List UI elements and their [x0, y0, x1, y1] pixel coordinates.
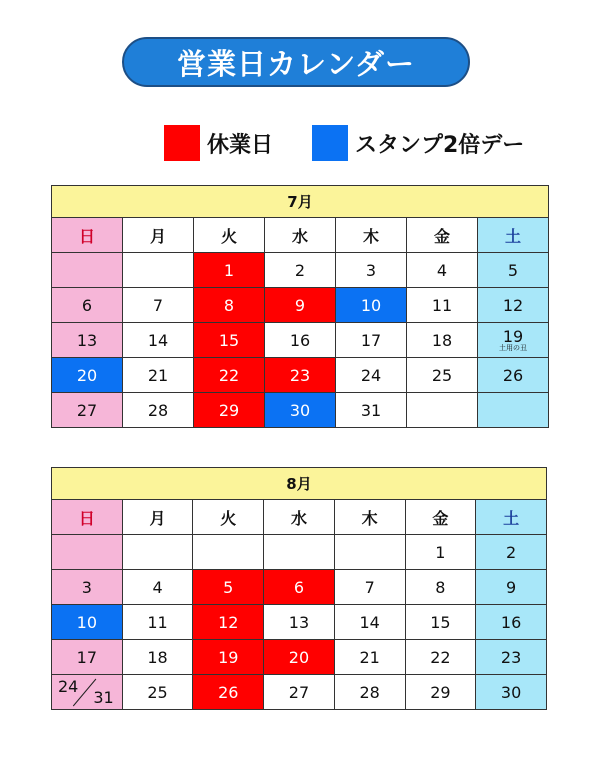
week-row: [52, 323, 549, 358]
day-cell-13: 13: [264, 605, 335, 640]
empty-cell: [52, 535, 123, 570]
empty-cell: [264, 535, 335, 570]
day-cell-4: 4: [122, 570, 193, 605]
weekday-header-wed: 水: [264, 500, 335, 535]
day-cell-18: 18: [407, 323, 478, 358]
day-cell-30: 30: [476, 675, 547, 710]
weekday-header-wed: 水: [265, 218, 336, 253]
week-row: [52, 535, 547, 570]
day-cell-10: 10: [52, 605, 123, 640]
day-cell-20: 20: [52, 358, 123, 393]
day-cell-28: 28: [123, 393, 194, 428]
day-cell-21: 21: [123, 358, 194, 393]
day-cell-4: 4: [407, 253, 478, 288]
day-number: 19: [502, 326, 524, 346]
day-cell-9: 9: [265, 288, 336, 323]
day-cell-23: 23: [265, 358, 336, 393]
week-row: [52, 640, 547, 675]
day-cell-22: 22: [405, 640, 476, 675]
day-cell-7: 7: [123, 288, 194, 323]
empty-cell: [334, 535, 405, 570]
day-cell-27: 27: [52, 393, 123, 428]
day-cell-24: [52, 675, 123, 710]
day-cell-6: 6: [52, 288, 123, 323]
weekday-header-thu: 木: [336, 218, 407, 253]
day-cell-1: 1: [194, 253, 265, 288]
calendar-july: [51, 185, 549, 428]
day-cell-7: 7: [334, 570, 405, 605]
day-number: 24: [58, 677, 79, 696]
day-cell-29: 29: [194, 393, 265, 428]
day-cell-18: 18: [122, 640, 193, 675]
weekday-header-fri: 金: [407, 218, 478, 253]
weekday-header-sat: 土: [478, 218, 549, 253]
month-title: 7月: [52, 186, 549, 218]
day-cell-24: 24: [336, 358, 407, 393]
weekday-header-thu: 木: [334, 500, 405, 535]
day-cell-2: 2: [476, 535, 547, 570]
day-cell-17: 17: [336, 323, 407, 358]
day-cell-14: 14: [334, 605, 405, 640]
weekday-header-fri: 金: [405, 500, 476, 535]
empty-cell: [123, 253, 194, 288]
day-cell-20: 20: [264, 640, 335, 675]
day-cell-3: 3: [52, 570, 123, 605]
day-cell-13: 13: [52, 323, 123, 358]
day-cell-27: 27: [264, 675, 335, 710]
week-row: [52, 288, 549, 323]
day-cell-23: 23: [476, 640, 547, 675]
day-cell-11: 11: [122, 605, 193, 640]
day-cell-8: 8: [194, 288, 265, 323]
day-cell-14: 14: [123, 323, 194, 358]
week-row: [52, 253, 549, 288]
week-row: [52, 675, 547, 710]
week-row: [52, 358, 549, 393]
day-cell-31: 31: [336, 393, 407, 428]
week-row: [52, 605, 547, 640]
day-cell-25: 25: [122, 675, 193, 710]
day-cell-16: 16: [265, 323, 336, 358]
day-note: 土用の丑: [499, 343, 527, 352]
day-cell-12: 12: [193, 605, 264, 640]
day-cell-19: [478, 323, 549, 358]
empty-cell: [52, 253, 123, 288]
weekday-header-tue: 火: [194, 218, 265, 253]
day-cell-17: 17: [52, 640, 123, 675]
day-cell-3: 3: [336, 253, 407, 288]
day-cell-15: 15: [194, 323, 265, 358]
legend-closed-day: [164, 125, 273, 161]
legend-stamp-label: スタンプ2倍デー: [355, 132, 525, 158]
legend-closed-label: 休業日: [207, 132, 274, 158]
weekday-header-sun: 日: [52, 218, 123, 253]
day-cell-21: 21: [334, 640, 405, 675]
month-title: 8月: [52, 468, 547, 500]
weekday-header-mon: 月: [123, 218, 194, 253]
page-title: 営業日カレンダー: [122, 37, 470, 87]
weekday-header-sat: 土: [476, 500, 547, 535]
empty-cell: [407, 393, 478, 428]
weekday-header-sun: 日: [52, 500, 123, 535]
day-cell-28: 28: [334, 675, 405, 710]
day-cell-25: 25: [407, 358, 478, 393]
day-cell-22: 22: [194, 358, 265, 393]
day-cell-26: 26: [478, 358, 549, 393]
day-cell-8: 8: [405, 570, 476, 605]
empty-cell: [478, 393, 549, 428]
legend-closed-swatch: [164, 125, 200, 161]
day-cell-16: 16: [476, 605, 547, 640]
legend-stamp-swatch: [312, 125, 348, 161]
week-row: [52, 570, 547, 605]
empty-cell: [122, 535, 193, 570]
weekday-header-mon: 月: [122, 500, 193, 535]
weekday-header-tue: 火: [193, 500, 264, 535]
day-cell-9: 9: [476, 570, 547, 605]
day-number-alt: 31: [93, 688, 114, 707]
day-cell-5: 5: [478, 253, 549, 288]
day-cell-6: 6: [264, 570, 335, 605]
legend-stamp-day: [312, 125, 524, 161]
day-cell-30: 30: [265, 393, 336, 428]
day-cell-29: 29: [405, 675, 476, 710]
day-cell-15: 15: [405, 605, 476, 640]
day-cell-10: 10: [336, 288, 407, 323]
week-row: [52, 393, 549, 428]
day-cell-19: 19: [193, 640, 264, 675]
day-cell-12: 12: [478, 288, 549, 323]
calendar-august: [51, 467, 547, 710]
day-cell-2: 2: [265, 253, 336, 288]
day-cell-1: 1: [405, 535, 476, 570]
empty-cell: [193, 535, 264, 570]
day-cell-5: 5: [193, 570, 264, 605]
day-cell-26: 26: [193, 675, 264, 710]
day-cell-11: 11: [407, 288, 478, 323]
